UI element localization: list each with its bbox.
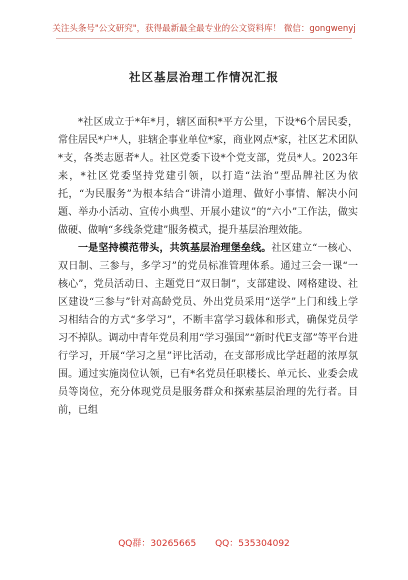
document-body (58, 114, 358, 420)
paragraph-2 (58, 240, 358, 420)
document-title: 社区基层治理工作情况汇报 (129, 70, 279, 84)
header-note: 关注头条号"公文研究"，获得最新最全最专业的公文资料库！ 微信：gongwenyj (52, 24, 356, 34)
footer-qq-group: QQ群：30265665 (118, 539, 197, 549)
paragraph-1: *社区成立于*年*月，辖区面积*平方公里，下设*6个居民委，常住居民*户*人，驻辖企事业单位*家，商业网点*家，社区艺术团队*支，各类志愿者*人。社区党委下设*个党支部，党员*人。2023年来，*社区党委坚持党建引领，以打造“法治”型品牌社区为依托，“为民服务”为根本结合“讲清小道理、做好小事情、解决小问题、举办小活动、宣传小典型、开展小建议”的“六小”工作法，做实做硬、做响“多线条党建”服务模式，提升基层治理效能。 (58, 117, 358, 236)
header-divider (56, 38, 352, 39)
paragraph-2-body: 社区建立“一核心、双日制、三参与，多学习”的党员标准管理体系。通过三会一课“一核心”，党员活动日、主题党日“双日制”，支部建设、网格建设、社区建设“三参与”针对高龄党员、外出党员采用“送学”上门和线上学习相结合的方式“多学习”，不断丰富学习载体和形式，确保党员学习不掉队。调动中青年党员利用“学习强国”“新时代E支部”等平台进行学习，开展“学习之星”评比活动，在支部形成比学赶超的浓厚氛围。通过实施岗位认领，已有*名党员任职楼长、单元长、业委会成员等岗位，充分体现党员是服务群众和探索基层治理的先行者。目前，已组 (58, 243, 358, 416)
footer-qq: QQ：535304092 (215, 539, 290, 549)
footer-contact (0, 536, 408, 549)
paragraph-2-lead: 一是坚持模范带头，共筑基层治理堡垒线。 (78, 243, 272, 254)
